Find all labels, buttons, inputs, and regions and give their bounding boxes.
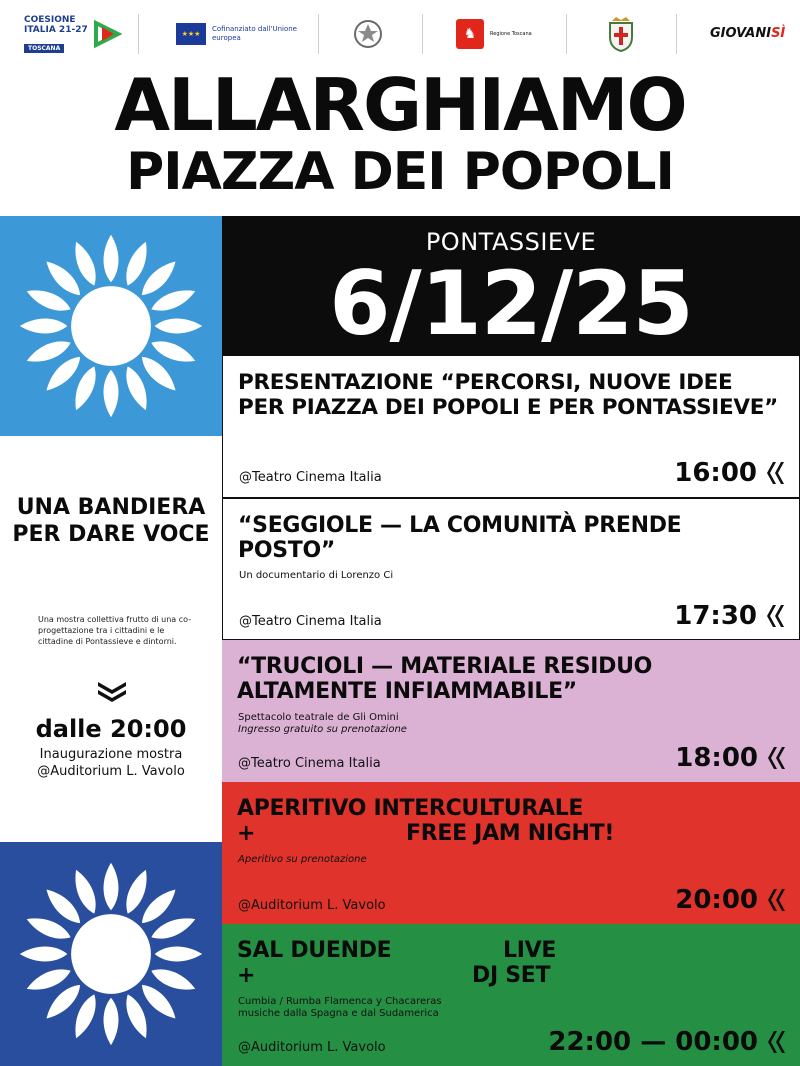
double-chevron-down-icon (96, 680, 128, 702)
event-place: @Teatro Cinema Italia (239, 470, 382, 485)
coesione-badge: TOSCANA (24, 44, 64, 53)
event-title-plus: + (237, 963, 256, 988)
sun-flower-icon (16, 231, 206, 421)
inauguration-place: @Auditorium L. Vavolo (37, 764, 185, 779)
event-title: “SEGGIOLE — LA COMUNITÀ PRENDE POSTO” (238, 513, 682, 563)
logo-divider (318, 14, 319, 54)
inauguration-label: Inaugurazione mostra (39, 747, 183, 762)
event-card-seggiole (222, 498, 800, 640)
coesione-italia-logo (24, 10, 122, 58)
coesione-arrow-icon (92, 19, 122, 49)
logo-divider (566, 14, 567, 54)
double-chevron-left-icon (764, 887, 786, 913)
event-title-line1: APERITIVO INTERCULTURALE (237, 796, 584, 821)
event-place: @Auditorium L. Vavolo (238, 1040, 386, 1055)
exhibition-description: Una mostra collettiva frutto di una co-progettazione tra i cittadini e le cittadine di Pontassieve e dintorni. (38, 615, 192, 646)
giovanisi-logo (710, 10, 785, 58)
italian-republic-emblem-icon (352, 17, 384, 51)
giovani-text: GIOVANI (710, 26, 772, 41)
event-title: “TRUCIOLI — MATERIALE RESIDUO ALTAMENTE INFIAMMABILE” (237, 654, 653, 704)
event-subtitle: Spettacolo teatrale de Gli Omini (238, 712, 399, 723)
event-card-sal-duende (222, 924, 800, 1066)
eu-logo (176, 10, 300, 58)
city-name: PONTASSIEVE (425, 228, 597, 256)
event-card-presentazione (222, 356, 800, 498)
logo-divider (138, 14, 139, 54)
exhibition-info (0, 746, 222, 780)
event-place: @Auditorium L. Vavolo (238, 898, 386, 913)
event-time: 20:00 (675, 885, 758, 915)
exhibition-heading: UNA BANDIERA PER DARE VOCE (12, 495, 210, 547)
logo-divider (676, 14, 677, 54)
pegasus-icon: ♞ (456, 19, 484, 49)
sun-flower-icon (16, 859, 206, 1049)
event-time: 16:00 (674, 458, 757, 488)
event-note: Ingresso gratuito su prenotazione (238, 724, 407, 735)
comune-crest-icon (606, 15, 636, 53)
double-chevron-left-icon (763, 603, 785, 629)
coesione-line1: COESIONE (24, 14, 76, 25)
eu-text: Cofinanziato dall'Unione europea (212, 25, 297, 42)
event-subtitle: Un documentario di Lorenzo Ci (239, 570, 394, 581)
double-chevron-left-icon (764, 1029, 786, 1055)
event-time: 17:30 (674, 601, 757, 631)
main-title-line1: ALLARGHIAMO (114, 63, 686, 147)
event-subtitle-2: musiche dalla Spagna e dal Sudamerica (238, 1008, 439, 1019)
logo-bar (0, 0, 800, 68)
si-text: SÌ (771, 26, 786, 41)
event-title-plus: + (237, 821, 256, 846)
logo-divider (422, 14, 423, 54)
coesione-line2: ITALIA 21-27 (24, 24, 88, 35)
double-chevron-left-icon (763, 460, 785, 486)
repubblica-emblem (352, 10, 384, 58)
sun-panel-top (0, 216, 222, 436)
regione-toscana-logo (456, 10, 532, 58)
event-title-live: LIVE (503, 938, 557, 963)
event-date: 6/12/25 (329, 252, 693, 355)
double-chevron-left-icon (764, 745, 786, 771)
event-title: PRESENTAZIONE “PERCORSI, NUOVE IDEE PER PIAZZA DEI POPOLI E PER PONTASSIEVE” (238, 370, 778, 420)
event-time: 22:00 — 00:00 (548, 1027, 758, 1057)
comune-crest (606, 10, 636, 58)
event-subtitle-1: Cumbia / Rumba Flamenca y Chacareras (238, 996, 442, 1007)
exhibition-panel (0, 436, 222, 842)
exhibition-time: dalle 20:00 (35, 715, 187, 743)
date-block (222, 216, 800, 356)
event-time: 18:00 (675, 743, 758, 773)
sun-panel-bottom (0, 842, 222, 1066)
event-place: @Teatro Cinema Italia (238, 756, 381, 771)
event-title-dj-set: DJ SET (472, 963, 551, 988)
main-title-line2: PIAZZA DEI POPOLI (126, 142, 674, 202)
eu-flag-icon: ★★★ (176, 23, 206, 45)
regione-text: Regione Toscana (490, 31, 532, 37)
event-card-aperitivo (222, 782, 800, 924)
event-title-line2: FREE JAM NIGHT! (406, 821, 615, 846)
event-title-line1: SAL DUENDE (237, 938, 392, 963)
event-place: @Teatro Cinema Italia (239, 614, 382, 629)
event-card-trucioli (222, 640, 800, 782)
event-note: Aperitivo su prenotazione (238, 854, 367, 865)
